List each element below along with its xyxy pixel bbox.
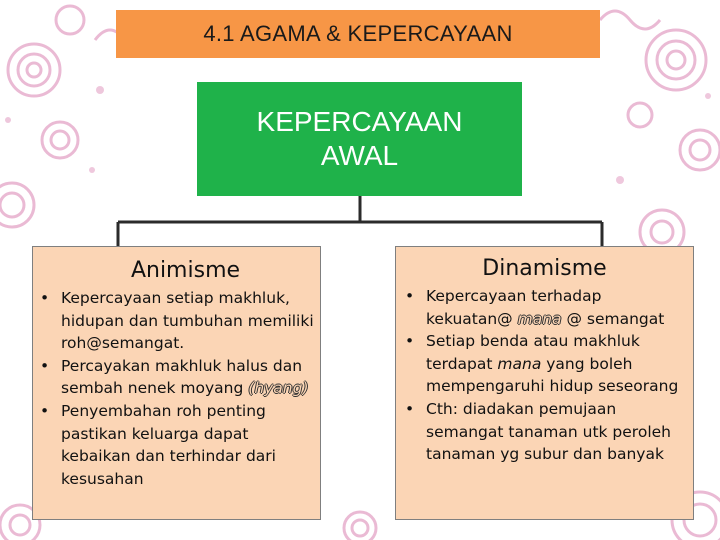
animisme-point	[31, 355, 320, 400]
animisme-card	[32, 246, 321, 520]
root-node-label: KEPERCAYAAN AWAL	[256, 106, 463, 171]
animisme-point	[31, 400, 320, 490]
dinamisme-heading: Dinamisme	[482, 256, 607, 281]
dinamisme-point-2-end: yang boleh mempengaruhi hidup seseorang	[426, 354, 679, 396]
animisme-point-3-text: Penyembahan roh penting pastikan keluarga dapat kebaikan dan terhindar dari kesusahan	[61, 401, 276, 488]
dinamisme-point-2-text: Setiap benda atau makhluk terdapat	[426, 332, 640, 373]
dinamisme-point	[396, 285, 693, 330]
animisme-point-2-text: Percayakan makhluk halus dan sembah nenek moyang	[61, 356, 303, 398]
animisme-point-1-text: Kepercayaan setiap makhluk, hidupan dan tumbuhan memiliki roh@semangat.	[61, 289, 314, 353]
dinamisme-point-list	[396, 285, 693, 466]
mana-italic-term: mana	[497, 354, 542, 373]
dinamisme-point-3-text: Cth: diadakan pemujaan semangat tanaman utk peroleh tanaman yg subur dan banyak	[426, 399, 671, 464]
dinamisme-card	[395, 246, 694, 520]
dinamisme-point	[396, 398, 693, 466]
hyang-term: (hyang)	[248, 379, 309, 398]
animisme-heading: Animisme	[130, 258, 241, 283]
dinamisme-point-1-text: Kepercayaan terhadap kekuatan@	[426, 287, 602, 328]
dinamisme-point-1-end: @ semangat	[561, 309, 665, 328]
title-text: 4.1 AGAMA & KEPERCAYAAN	[203, 21, 513, 46]
dinamisme-point	[396, 330, 693, 398]
mana-term: mana	[517, 309, 562, 328]
animisme-point-list	[31, 287, 320, 490]
animisme-point	[31, 287, 320, 355]
